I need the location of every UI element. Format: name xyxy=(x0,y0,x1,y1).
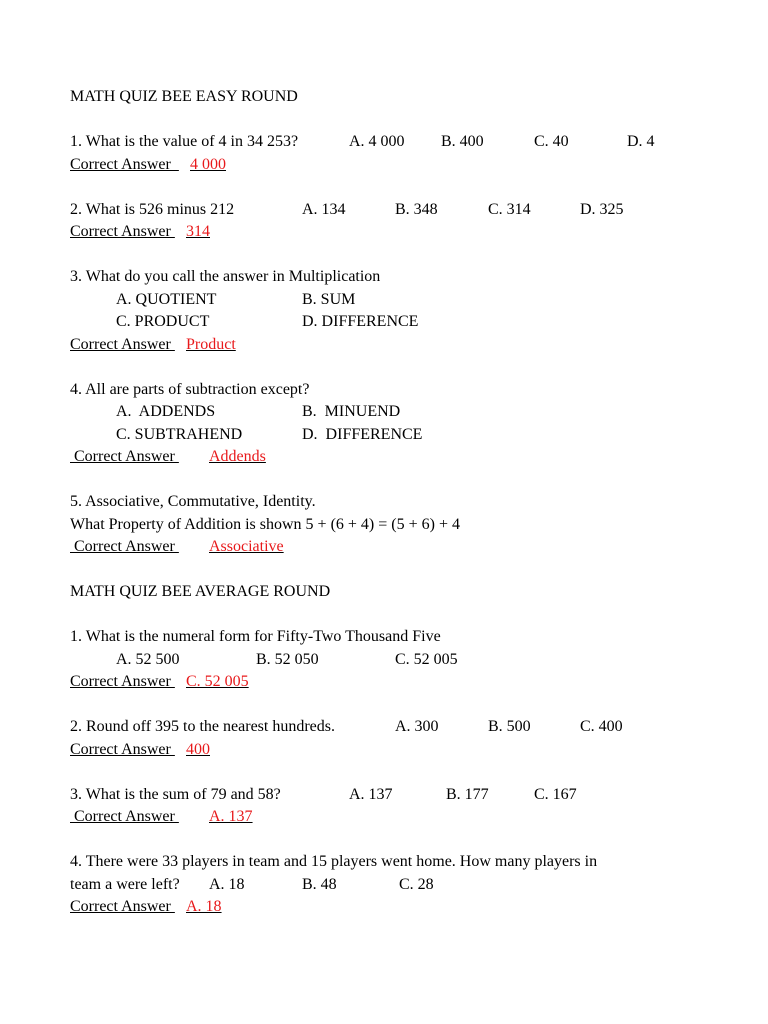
question-text: team a were left? xyxy=(70,876,180,893)
choice-c: C. SUBTRAHEND xyxy=(116,426,243,443)
question-text: 2. Round off 395 to the nearest hundreds. xyxy=(70,718,335,735)
answer-value: Associative xyxy=(209,538,284,555)
choice-a: A. QUOTIENT xyxy=(116,291,217,308)
question-easy-5-line2: What Property of Addition is shown 5 + (6 + 4) = (5 + 6) + 4 xyxy=(70,516,460,533)
correct-answer-average-2 xyxy=(70,740,210,760)
answer-value: 4 000 xyxy=(190,156,226,173)
choice-b: B. MINUEND xyxy=(302,403,401,420)
easy-round-title: MATH QUIZ BEE EASY ROUND xyxy=(70,88,298,105)
choice-c: C. PRODUCT xyxy=(116,313,210,330)
answer-value: 314 xyxy=(186,223,210,240)
answer-value: C. 52 005 xyxy=(186,673,249,690)
correct-answer-easy-4 xyxy=(70,447,266,467)
question-easy-2 xyxy=(70,200,624,220)
answer-label: Correct Answer xyxy=(70,538,179,555)
choice-a: A. 18 xyxy=(209,876,245,893)
choice-d: D. 4 xyxy=(627,133,655,150)
answer-value: Addends xyxy=(209,448,266,465)
choice-c: C. 167 xyxy=(534,786,577,803)
choices-easy-3-row2 xyxy=(70,312,419,332)
choice-b: B. 177 xyxy=(446,786,489,803)
choice-a: A. 4 000 xyxy=(349,133,405,150)
choices-easy-4-row1 xyxy=(70,402,401,422)
choice-b: B. 500 xyxy=(488,718,531,735)
question-easy-1 xyxy=(70,132,655,152)
question-average-1: 1. What is the numeral form for Fifty-Two Thousand Five xyxy=(70,628,441,645)
answer-value: A. 18 xyxy=(186,898,222,915)
choice-b: B. 52 050 xyxy=(256,651,319,668)
choice-c: C. 314 xyxy=(488,201,531,218)
choice-a: A. 300 xyxy=(395,718,439,735)
choice-c: C. 28 xyxy=(399,876,434,893)
choices-easy-4-row2 xyxy=(70,425,423,445)
answer-label: Correct Answer xyxy=(70,898,175,915)
correct-answer-average-1 xyxy=(70,672,249,692)
choice-b: B. 48 xyxy=(302,876,337,893)
question-average-2 xyxy=(70,717,623,737)
question-easy-4: 4. All are parts of subtraction except? xyxy=(70,381,310,398)
answer-value: Product xyxy=(186,336,236,353)
correct-answer-easy-3 xyxy=(70,335,236,355)
answer-label: Correct Answer xyxy=(70,156,179,173)
choice-b: B. 400 xyxy=(441,133,484,150)
answer-label: Correct Answer xyxy=(70,673,175,690)
answer-label: Correct Answer xyxy=(70,741,175,758)
choice-a: A. 134 xyxy=(302,201,346,218)
question-easy-3: 3. What do you call the answer in Multiplication xyxy=(70,268,381,285)
choice-c: C. 400 xyxy=(580,718,623,735)
choices-average-1 xyxy=(70,650,458,670)
correct-answer-easy-5 xyxy=(70,537,284,557)
question-text: 3. What is the sum of 79 and 58? xyxy=(70,786,281,803)
choice-b: B. SUM xyxy=(302,291,356,308)
choice-c: C. 40 xyxy=(534,133,569,150)
choice-d: D. DIFFERENCE xyxy=(302,313,419,330)
choice-a: A. ADDENDS xyxy=(116,403,216,420)
answer-label: Correct Answer xyxy=(70,223,175,240)
question-easy-5: 5. Associative, Commutative, Identity. xyxy=(70,493,316,510)
choice-c: C. 52 005 xyxy=(395,651,458,668)
choices-easy-3-row1 xyxy=(70,290,356,310)
answer-value: 400 xyxy=(186,741,210,758)
answer-label: Correct Answer xyxy=(70,808,179,825)
question-text: 1. What is the value of 4 in 34 253? xyxy=(70,133,299,150)
choice-a: A. 52 500 xyxy=(116,651,180,668)
choice-d: D. DIFFERENCE xyxy=(302,426,423,443)
correct-answer-average-3 xyxy=(70,807,253,827)
question-average-3 xyxy=(70,785,577,805)
choice-a: A. 137 xyxy=(349,786,393,803)
choice-b: B. 348 xyxy=(395,201,438,218)
question-average-4: 4. There were 33 players in team and 15 players went home. How many players in xyxy=(70,853,598,870)
answer-value: A. 137 xyxy=(209,808,253,825)
correct-answer-average-4 xyxy=(70,897,222,917)
answer-label: Correct Answer xyxy=(70,336,175,353)
choice-d: D. 325 xyxy=(580,201,624,218)
correct-answer-easy-1 xyxy=(70,155,226,175)
average-round-title: MATH QUIZ BEE AVERAGE ROUND xyxy=(70,583,331,600)
question-text: 2. What is 526 minus 212 xyxy=(70,201,235,218)
correct-answer-easy-2 xyxy=(70,222,210,242)
answer-label: Correct Answer xyxy=(70,448,179,465)
question-average-4-line2 xyxy=(70,875,434,895)
